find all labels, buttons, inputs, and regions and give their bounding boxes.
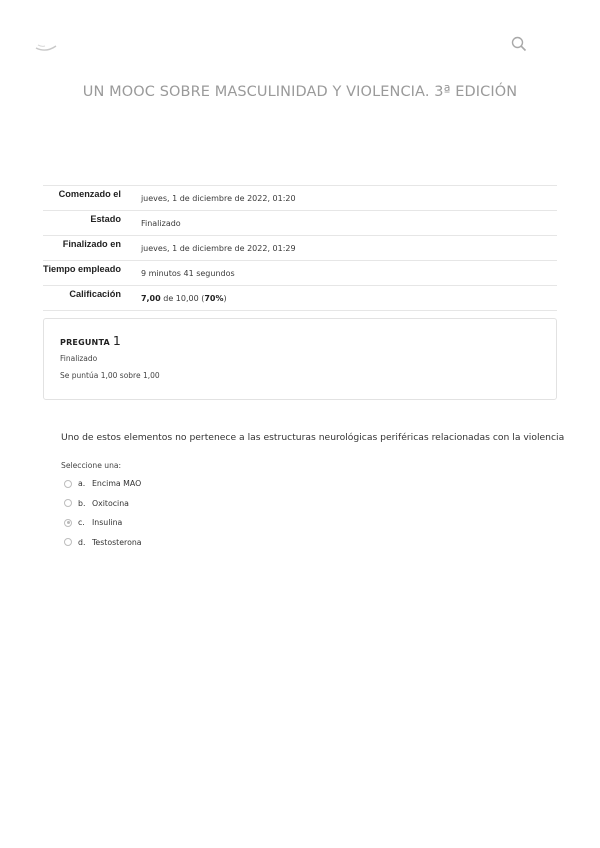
summary-label: Finalizado en: [62, 239, 121, 249]
answer-option-a[interactable]: [64, 474, 142, 494]
summary-label: Calificación: [69, 289, 121, 299]
radio-button[interactable]: [64, 499, 72, 507]
question-number-value: 1: [112, 333, 122, 348]
grade-value: [131, 286, 557, 311]
brand-logo[interactable]: [34, 40, 58, 54]
option-letter: a.: [78, 479, 86, 489]
option-label: Testosterona: [92, 537, 142, 547]
option-letter: d.: [78, 537, 86, 547]
summary-value: jueves, 1 de diciembre de 2022, 01:20: [140, 194, 296, 203]
question-label: PREGUNTA: [60, 338, 110, 347]
option-letter: c.: [78, 518, 85, 528]
summary-value: 9 minutos 41 segundos: [140, 269, 235, 278]
question-state: Finalizado: [60, 354, 98, 363]
search-icon[interactable]: [511, 36, 527, 52]
summary-row-started: [43, 186, 557, 211]
summary-label: Estado: [90, 214, 121, 224]
summary-row-finished: [43, 236, 557, 261]
grade-score: 7,00: [140, 294, 161, 303]
question-info-box: [43, 318, 557, 400]
question-grade: Se puntúa 1,00 sobre 1,00: [60, 371, 160, 380]
summary-value: Finalizado: [140, 219, 181, 228]
summary-row-state: [43, 211, 557, 236]
course-title[interactable]: UN MOOC SOBRE MASCULINIDAD Y VIOLENCIA. 3ª EDICIÓN: [82, 84, 518, 100]
summary-label: Comenzado el: [58, 189, 121, 199]
attempt-summary-table: [43, 185, 557, 311]
summary-label: Tiempo empleado: [43, 264, 121, 274]
radio-button[interactable]: [64, 480, 72, 488]
option-letter: b.: [78, 498, 86, 508]
summary-row-time-taken: [43, 261, 557, 286]
grade-of-text: de 10,00 (: [160, 294, 205, 303]
answer-option-d[interactable]: [64, 533, 142, 553]
option-label: Insulina: [92, 518, 123, 528]
option-label: Oxitocina: [92, 498, 129, 508]
summary-value: jueves, 1 de diciembre de 2022, 01:29: [140, 244, 296, 253]
grade-close: ): [223, 294, 227, 303]
answer-option-c[interactable]: [64, 513, 142, 533]
radio-button[interactable]: [64, 538, 72, 546]
grade-percent: 70%: [204, 294, 224, 303]
radio-button-selected[interactable]: [64, 519, 72, 527]
answer-options: [64, 474, 142, 552]
question-number: [60, 333, 121, 348]
option-label: Encima MAO: [92, 479, 142, 489]
answer-option-b[interactable]: [64, 494, 142, 514]
question-text: Uno de estos elementos no pertenece a las estructuras neurológicas periféricas relacionadas con la violencia: [61, 432, 565, 443]
answer-prompt: Seleccione una:: [61, 461, 122, 470]
summary-row-grade: [43, 286, 557, 311]
